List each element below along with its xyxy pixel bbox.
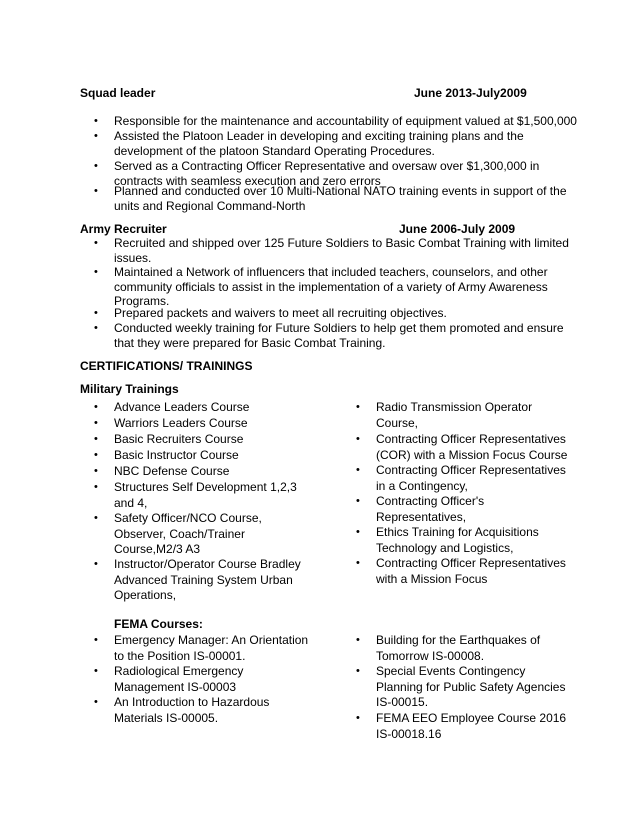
job-title-army-recruiter: Army Recruiter — [80, 222, 167, 236]
fema-right-item-line: Building for the Earthquakes of — [376, 633, 541, 647]
bullet-icon: • — [94, 185, 98, 197]
squad-item-line: development of the platoon Standard Operating Procedures. — [114, 143, 435, 158]
squad-item-line: Responsible for the maintenance and accountability of equipment valued at $1,500,000 — [114, 114, 577, 128]
bullet-icon: • — [94, 307, 98, 319]
fema-left-item-line: Management IS-00003 — [114, 679, 237, 694]
military-right-item-line: Contracting Officer's — [376, 494, 485, 508]
fema-left-item-line: Radiological Emergency — [114, 664, 244, 678]
bullet-icon: • — [94, 401, 98, 413]
bullet-icon: • — [94, 665, 98, 677]
military-left-item-line: Basic Instructor Course — [114, 448, 239, 462]
fema-right-item-line: Planning for Public Safety Agencies — [376, 679, 566, 694]
fema-right-item-line: IS-00018.16 — [376, 726, 442, 741]
bullet-icon: • — [94, 433, 98, 445]
military-left-item-line: Warriors Leaders Course — [114, 416, 248, 430]
military-right-item-line: Ethics Training for Acquisitions — [376, 525, 539, 539]
fema-right-item-line: Tomorrow IS-00008. — [376, 648, 485, 663]
military-right-item-line: Representatives, — [376, 509, 467, 524]
military-right-item-line: Course, — [376, 415, 419, 430]
recruiter-item-line: Programs. — [114, 294, 170, 308]
military-left-item-line: Observer, Coach/Trainer — [114, 526, 245, 541]
bullet-icon: • — [94, 322, 98, 334]
bullet-icon: • — [356, 665, 360, 677]
bullet-icon: • — [94, 237, 98, 249]
military-left-item-line: Safety Officer/NCO Course, — [114, 511, 262, 525]
bullet-icon: • — [94, 558, 98, 570]
military-trainings-heading: Military Trainings — [80, 382, 179, 396]
military-left-item-line: Advanced Training System Urban — [114, 572, 293, 587]
military-right-item-line: Technology and Logistics, — [376, 540, 514, 555]
job-dates-army-recruiter: June 2006-July 2009 — [399, 222, 516, 236]
fema-left-item-line: An Introduction to Hazardous — [114, 695, 270, 709]
military-right-item-line: Contracting Officer Representatives — [376, 463, 566, 477]
squad-item-line: Planned and conducted over 10 Multi-National NATO training events in support of the — [114, 184, 567, 198]
bullet-icon: • — [94, 160, 98, 172]
military-left-item-line: Operations, — [114, 588, 177, 602]
fema-courses-heading: FEMA Courses: — [114, 617, 203, 631]
bullet-icon: • — [94, 481, 98, 493]
military-left-item-line: and 4, — [114, 495, 148, 510]
military-left-item-line: Structures Self Development 1,2,3 — [114, 480, 297, 494]
bullet-icon: • — [356, 433, 360, 445]
bullet-icon: • — [94, 417, 98, 429]
bullet-icon: • — [94, 465, 98, 477]
squad-item-line: Served as a Contracting Officer Representative and oversaw over $1,300,000 in — [114, 159, 540, 173]
recruiter-item-line: issues. — [114, 250, 152, 265]
squad-item-line: contracts with seamless execution and zero errors — [114, 173, 381, 188]
military-left-item-line: Advance Leaders Course — [114, 400, 250, 414]
bullet-icon: • — [356, 464, 360, 476]
recruiter-item-line: Conducted weekly training for Future Soldiers to help get them promoted and ensure — [114, 321, 564, 335]
military-right-item-line: Radio Transmission Operator — [376, 400, 533, 414]
military-left-item-line: Basic Recruiters Course — [114, 432, 244, 446]
bullet-icon: • — [356, 712, 360, 724]
fema-left-item-line: Emergency Manager: An Orientation — [114, 633, 309, 647]
squad-item-line: Assisted the Platoon Leader in developing and exciting training plans and the — [114, 129, 524, 143]
bullet-icon: • — [94, 512, 98, 524]
military-right-item-line: in a Contingency, — [376, 478, 468, 493]
bullet-icon: • — [356, 495, 360, 507]
squad-item-line: units and Regional Command-North — [114, 198, 306, 213]
job-title-squad-leader: Squad leader — [80, 86, 156, 100]
recruiter-item-line: Prepared packets and waivers to meet all recruiting objectives. — [114, 306, 447, 320]
bullet-icon: • — [94, 449, 98, 461]
fema-left-item-line: to the Position IS-00001. — [114, 648, 246, 663]
recruiter-item-line: community officials to assist in the implementation of a variety of Army Awareness — [114, 279, 548, 294]
military-right-item-line: with a Mission Focus — [376, 571, 488, 586]
military-left-item-line: Course,M2/3 A3 — [114, 542, 201, 556]
bullet-icon: • — [356, 526, 360, 538]
bullet-icon: • — [94, 696, 98, 708]
bullet-icon: • — [356, 634, 360, 646]
military-right-item-line: Contracting Officer Representatives — [376, 556, 566, 570]
military-right-item-line: (COR) with a Mission Focus Course — [376, 447, 568, 462]
bullet-icon: • — [356, 557, 360, 569]
military-left-item-line: NBC Defense Course — [114, 464, 230, 478]
bullet-icon: • — [94, 266, 98, 278]
recruiter-item-line: Maintained a Network of influencers that included teachers, counselors, and other — [114, 265, 548, 279]
military-right-item-line: Contracting Officer Representatives — [376, 432, 566, 446]
recruiter-item-line: that they were prepared for Basic Combat Training. — [114, 335, 386, 350]
fema-right-item-line: IS-00015. — [376, 695, 429, 709]
bullet-icon: • — [94, 115, 98, 127]
bullet-icon: • — [94, 634, 98, 646]
bullet-icon: • — [94, 130, 98, 142]
recruiter-item-line: Recruited and shipped over 125 Future Soldiers to Basic Combat Training with limited — [114, 236, 569, 250]
fema-left-item-line: Materials IS-00005. — [114, 710, 219, 725]
job-dates-squad-leader: June 2013-July2009 — [414, 86, 527, 100]
bullet-icon: • — [356, 401, 360, 413]
military-left-item-line: Instructor/Operator Course Bradley — [114, 557, 301, 571]
certifications-heading: CERTIFICATIONS/ TRAININGS — [80, 359, 253, 373]
fema-right-item-line: FEMA EEO Employee Course 2016 — [376, 711, 567, 725]
fema-right-item-line: Special Events Contingency — [376, 664, 526, 678]
